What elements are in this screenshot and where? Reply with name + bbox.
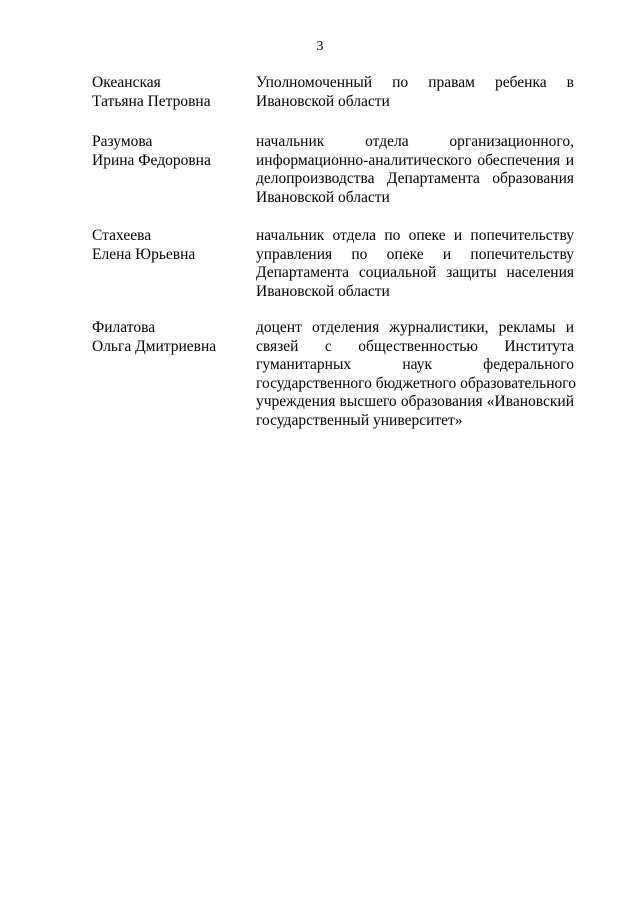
position-line: государственный университет» xyxy=(256,411,463,429)
position-line: Ивановской области xyxy=(256,188,390,206)
position-line: государственного бюджетного образовательного xyxy=(256,374,576,392)
member-given-names: Елена Юрьевна xyxy=(92,245,196,263)
member-name xyxy=(92,319,256,430)
member-given-names: Ольга Дмитриевна xyxy=(92,337,217,355)
member-name xyxy=(92,227,256,301)
position-line: доцент отделения журналистики, рекламы и xyxy=(256,319,574,336)
member-given-names: Ирина Федоровна xyxy=(92,151,211,169)
position-line: Ивановской области xyxy=(256,92,390,110)
member-surname: Стахеева xyxy=(92,227,152,244)
position-line: информационно-аналитического обеспечения и xyxy=(256,151,574,169)
position-line: Департамента социальной защиты населения xyxy=(256,264,574,281)
member-entry xyxy=(92,227,576,301)
position-line: начальник отдела организационного, xyxy=(256,133,574,150)
position-line: управления по опеке и попечительству xyxy=(256,245,574,263)
position-line: делопроизводства Департамента образования xyxy=(256,170,574,187)
member-surname: Разумова xyxy=(92,133,153,150)
member-given-names: Татьяна Петровна xyxy=(92,92,211,110)
member-surname: Филатова xyxy=(92,319,156,336)
member-position xyxy=(256,319,574,430)
position-line: Уполномоченный по правам ребенка в xyxy=(256,74,574,91)
member-name xyxy=(92,133,256,207)
member-surname: Океанская xyxy=(92,74,161,91)
member-name xyxy=(92,74,256,111)
member-position xyxy=(256,133,574,207)
page-number: 3 xyxy=(316,39,324,54)
member-position xyxy=(256,74,574,111)
member-entry xyxy=(92,319,576,430)
position-line: начальник отдела по опеке и попечительству xyxy=(256,227,574,244)
member-entry xyxy=(92,74,576,111)
member-position xyxy=(256,227,574,301)
member-entry xyxy=(92,133,576,207)
position-line: связей с общественностью Института xyxy=(256,337,574,355)
position-line: гуманитарных наук федерального xyxy=(256,356,574,373)
position-line: учреждения высшего образования «Ивановский xyxy=(256,393,574,410)
position-line: Ивановской области xyxy=(256,282,390,300)
